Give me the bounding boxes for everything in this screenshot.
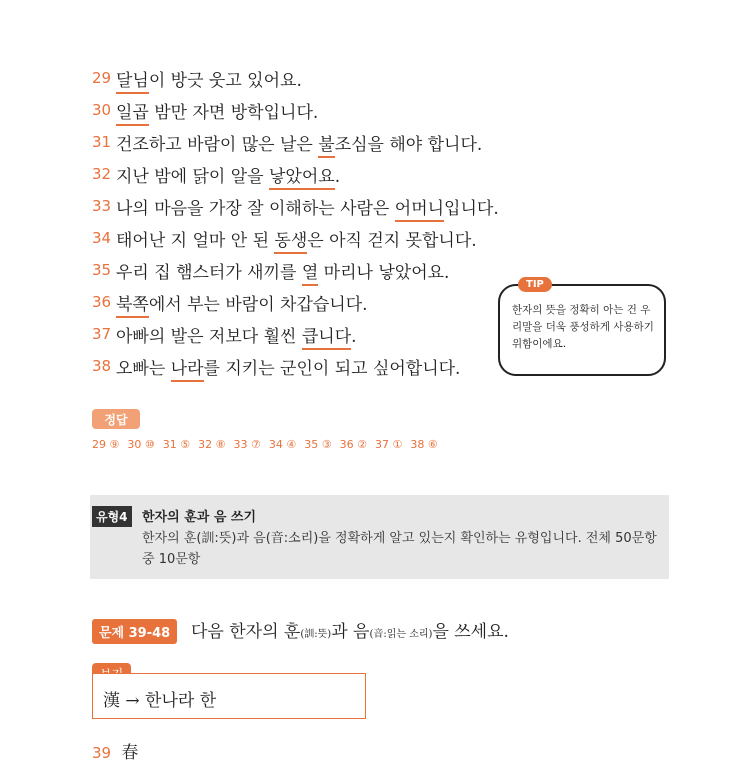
- answer-item: [375, 438, 402, 451]
- question-item: [92, 254, 499, 286]
- problem-instruction: [191, 617, 509, 642]
- problem-note-eum: (音:읽는 소리): [369, 629, 433, 640]
- question-item: [92, 318, 499, 350]
- answer-number: 30: [127, 438, 142, 451]
- answer-number: 34: [268, 438, 283, 451]
- problem-text-post: 을 쓰세요.: [432, 622, 509, 642]
- underlined-word: 열: [302, 263, 318, 286]
- answer-number: 31: [162, 438, 177, 451]
- sentence-text: 지난 밤에 닭이 알을: [116, 166, 269, 187]
- question-item: [92, 286, 499, 318]
- question-number: 35: [92, 261, 112, 279]
- question-sentence: [116, 98, 318, 123]
- sentence-text: 태어난 지 얼마 안 된: [116, 230, 275, 251]
- question-item: [92, 126, 499, 158]
- answer-value: ①: [392, 438, 403, 451]
- sentence-text: .: [351, 326, 357, 347]
- answer-item: [410, 438, 437, 451]
- question-number: 36: [92, 293, 112, 311]
- type-tag: 유형4: [92, 506, 132, 527]
- question-sentence: [116, 66, 302, 91]
- tip-text: 한자의 뜻을 정확히 아는 건 우리말을 더욱 풍성하게 사용하기 위함이에요.: [512, 304, 654, 350]
- sentence-text: 나의 마음을 가장 잘 이해하는 사람은: [116, 198, 395, 219]
- question-number: 33: [92, 197, 112, 215]
- answer-item: [198, 438, 225, 451]
- question-item: [92, 158, 499, 190]
- question-39: [92, 738, 138, 763]
- answer-number: 32: [198, 438, 213, 451]
- answer-item: [92, 438, 119, 451]
- question-hanja: 春: [121, 743, 139, 763]
- underlined-word: 큽니다: [302, 327, 351, 350]
- question-sentence: [116, 322, 357, 347]
- underlined-word: 북쪽: [116, 295, 149, 318]
- answer-number: 38: [410, 438, 425, 451]
- sentence-text: 에서 부는 바람이 차갑습니다.: [148, 294, 368, 315]
- answer-value: ⑥: [427, 438, 438, 451]
- answer-label: 정답: [92, 409, 140, 429]
- question-number: 31: [92, 133, 112, 151]
- tip-badge: TIP: [518, 277, 552, 292]
- underlined-word: 나라: [171, 359, 204, 382]
- sentence-text: 오빠는: [116, 358, 171, 379]
- question-sentence: [116, 130, 482, 155]
- question-item: [92, 222, 499, 254]
- sentence-text: 아빠의 발은 저보다 훨씬: [116, 326, 302, 347]
- tip-bubble: [498, 279, 666, 376]
- underlined-word: 동생: [274, 231, 307, 254]
- sentence-text: 이 방긋 웃고 있어요.: [148, 70, 302, 91]
- answer-number: 37: [375, 438, 389, 451]
- question-number: 29: [92, 69, 112, 87]
- question-sentence: [116, 194, 499, 219]
- answer-number: 33: [233, 438, 248, 451]
- sentence-text: 은 아직 걷지 못합니다.: [307, 230, 477, 251]
- question-sentence: [116, 226, 477, 251]
- question-item: [92, 350, 499, 382]
- answer-item: [304, 438, 331, 451]
- question-sentence: [116, 354, 460, 379]
- underlined-word: 어머니: [395, 199, 444, 222]
- underlined-word: 달님: [116, 71, 149, 94]
- sentence-text: 건조하고 바람이 많은 날은: [116, 134, 319, 155]
- problem-badge: 문제 39-48: [92, 619, 177, 644]
- type-box: [90, 495, 669, 579]
- answer-row: [92, 438, 438, 451]
- question-item: [92, 94, 499, 126]
- answer-value: ⑦: [251, 438, 261, 451]
- type-title: 한자의 훈과 음 쓰기: [142, 510, 257, 525]
- question-sentence: [116, 258, 449, 283]
- question-number: 30: [92, 101, 112, 119]
- question-list: [92, 62, 499, 382]
- sentence-text: .: [334, 166, 341, 187]
- question-sentence: [116, 290, 368, 315]
- problem-text-mid: 과 음: [331, 622, 370, 642]
- underlined-word: 일곱: [116, 103, 149, 126]
- answer-value: ⑧: [215, 438, 226, 451]
- problem-note-hun: (訓:뜻): [300, 629, 332, 640]
- question-number: 39: [92, 744, 112, 762]
- sentence-text: 밤만 자면 방학입니다.: [148, 102, 319, 123]
- sentence-text: 를 지키는 군인이 되고 싶어합니다.: [203, 358, 461, 379]
- answer-number: 35: [304, 438, 319, 451]
- answer-item: [269, 438, 296, 451]
- question-item: [92, 190, 499, 222]
- sentence-text: 조심을 해야 합니다.: [334, 134, 483, 155]
- answer-value: ⑩: [144, 438, 155, 451]
- answer-value: ④: [286, 438, 297, 451]
- question-number: 32: [92, 165, 112, 183]
- sentence-text: 마리나 낳았어요.: [318, 262, 450, 283]
- answer-item: [234, 438, 261, 451]
- answer-value: ⑨: [109, 438, 120, 451]
- answer-number: 29: [92, 438, 106, 451]
- type-description: 한자의 훈(訓:뜻)과 음(音:소리)을 정확하게 알고 있는지 확인하는 유형입니다. 전체 50문항 중 10문항: [142, 531, 657, 567]
- question-number: 38: [92, 357, 112, 375]
- answer-value: ⑤: [180, 438, 191, 451]
- problem-text-pre: 다음 한자의 훈: [191, 622, 301, 642]
- underlined-word: 낳았어요: [269, 167, 335, 190]
- sentence-text: 우리 집 햄스터가 새끼를: [116, 262, 302, 283]
- answer-value: ②: [357, 438, 367, 451]
- answer-item: [127, 438, 154, 451]
- underlined-word: 불: [318, 135, 334, 158]
- answer-number: 36: [339, 438, 354, 451]
- sentence-text: 입니다.: [444, 198, 499, 219]
- example-box: [92, 673, 366, 719]
- question-number: 34: [92, 229, 112, 247]
- answer-value: ③: [321, 438, 332, 451]
- example-text: 漢 → 한나라 한: [103, 691, 217, 711]
- question-number: 37: [92, 325, 112, 343]
- question-item: [92, 62, 499, 94]
- answer-item: [340, 438, 367, 451]
- answer-item: [163, 438, 190, 451]
- question-sentence: [116, 162, 340, 187]
